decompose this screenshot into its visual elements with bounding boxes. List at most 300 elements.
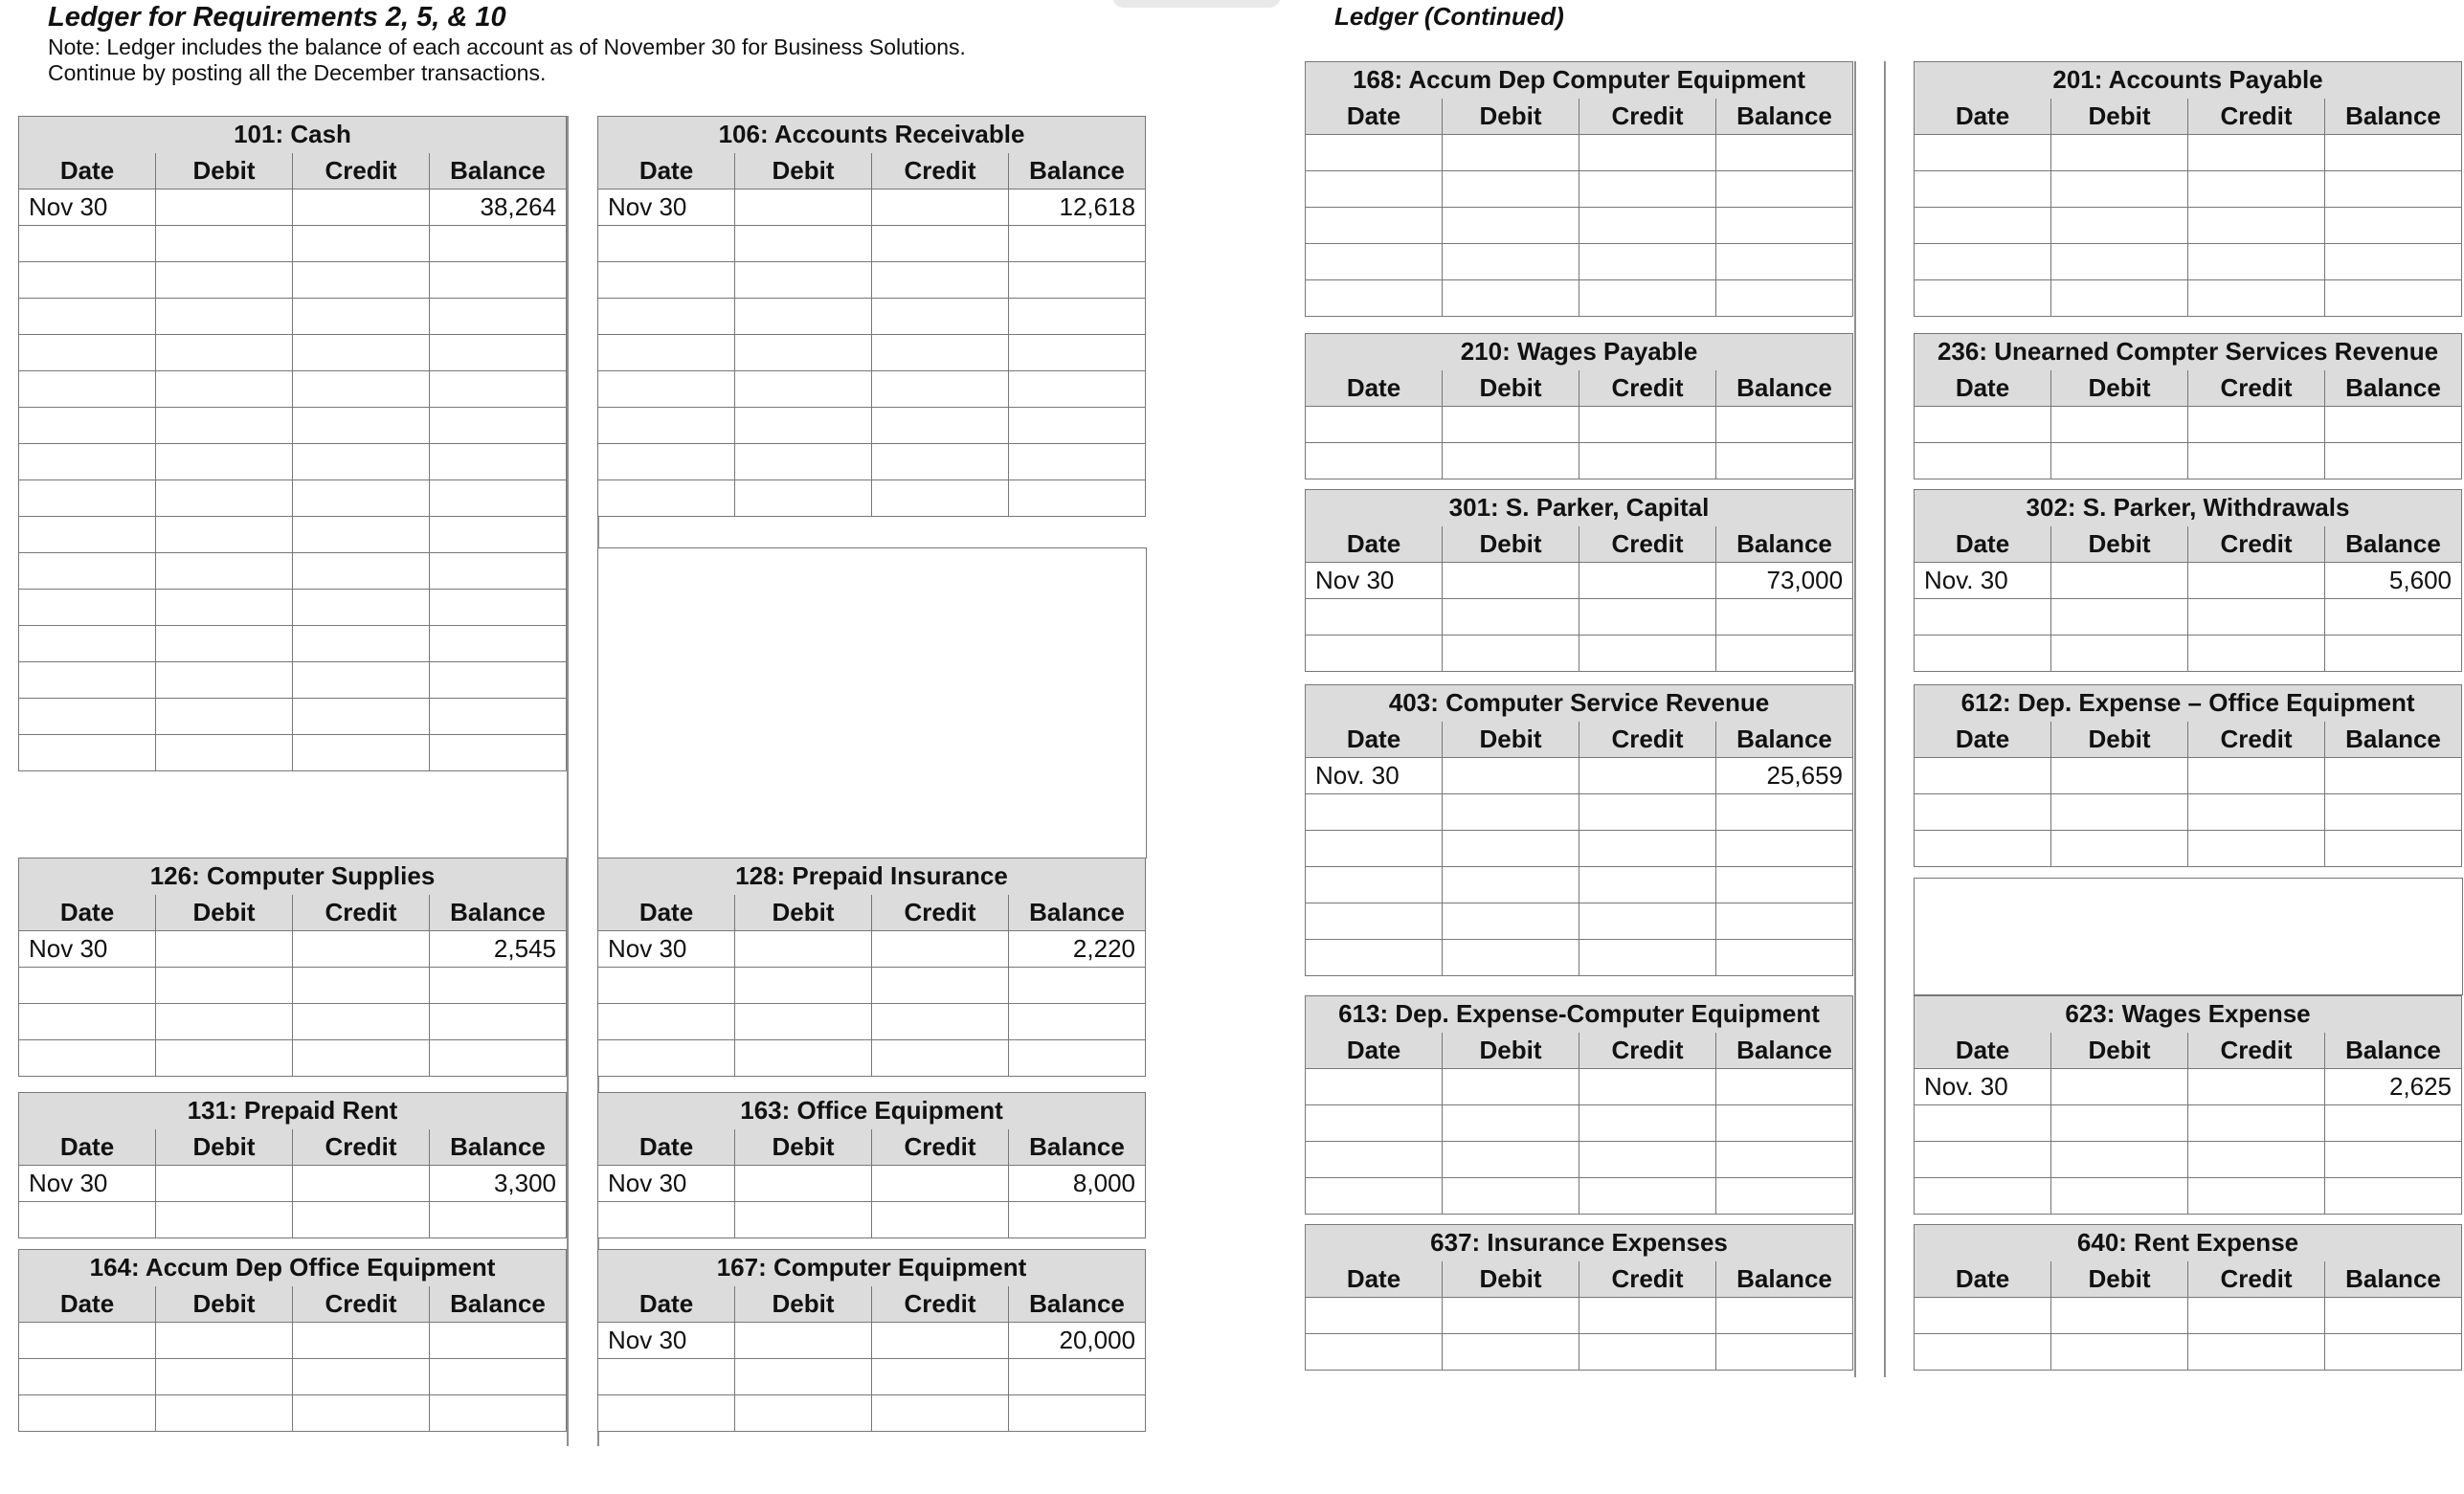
cell-credit[interactable]: [872, 371, 1009, 408]
cell-balance[interactable]: [1716, 443, 1853, 479]
cell-credit[interactable]: [2188, 407, 2325, 443]
cell-credit[interactable]: [1579, 1334, 1716, 1371]
cell-date[interactable]: [1915, 280, 2051, 317]
cell-credit[interactable]: [293, 190, 430, 226]
cell-balance[interactable]: [1009, 371, 1146, 408]
cell-balance[interactable]: [1716, 940, 1853, 976]
cell-debit[interactable]: [1443, 940, 1579, 976]
cell-debit[interactable]: [1443, 599, 1579, 636]
cell-debit[interactable]: [1443, 903, 1579, 940]
cell-date[interactable]: Nov 30: [598, 1323, 735, 1359]
cell-balance[interactable]: [430, 553, 567, 590]
cell-balance[interactable]: [430, 735, 567, 771]
cell-date[interactable]: [19, 371, 156, 408]
cell-credit[interactable]: [872, 262, 1009, 299]
cell-debit[interactable]: [1443, 831, 1579, 867]
cell-balance[interactable]: [1009, 299, 1146, 335]
cell-credit[interactable]: [1579, 1178, 1716, 1215]
cell-balance[interactable]: [1716, 867, 1853, 903]
cell-debit[interactable]: [735, 1202, 872, 1238]
cell-debit[interactable]: [2051, 208, 2188, 244]
cell-debit[interactable]: [2051, 831, 2188, 867]
cell-balance[interactable]: 12,618: [1009, 190, 1146, 226]
cell-date[interactable]: [19, 968, 156, 1004]
cell-balance[interactable]: [430, 226, 567, 262]
cell-date[interactable]: Nov 30: [598, 190, 735, 226]
cell-debit[interactable]: [735, 1359, 872, 1395]
cell-credit[interactable]: [293, 517, 430, 553]
cell-debit[interactable]: [735, 480, 872, 517]
cell-credit[interactable]: [293, 1202, 430, 1238]
cell-debit[interactable]: [735, 968, 872, 1004]
cell-debit[interactable]: [156, 480, 293, 517]
cell-date[interactable]: Nov 30: [19, 931, 156, 968]
cell-balance[interactable]: [430, 1395, 567, 1432]
cell-debit[interactable]: [735, 1166, 872, 1202]
cell-date[interactable]: [1306, 1142, 1443, 1178]
cell-debit[interactable]: [2051, 244, 2188, 280]
cell-balance[interactable]: [430, 662, 567, 699]
cell-credit[interactable]: [1579, 599, 1716, 636]
cell-credit[interactable]: [293, 1359, 430, 1395]
cell-date[interactable]: [19, 662, 156, 699]
cell-date[interactable]: [598, 226, 735, 262]
cell-credit[interactable]: [2188, 1069, 2325, 1105]
cell-debit[interactable]: [156, 1004, 293, 1040]
cell-credit[interactable]: [2188, 794, 2325, 831]
cell-credit[interactable]: [1579, 1069, 1716, 1105]
cell-debit[interactable]: [156, 1323, 293, 1359]
cell-debit[interactable]: [735, 371, 872, 408]
cell-debit[interactable]: [2051, 1178, 2188, 1215]
cell-date[interactable]: [1915, 831, 2051, 867]
cell-credit[interactable]: [293, 931, 430, 968]
cell-credit[interactable]: [1579, 1142, 1716, 1178]
cell-debit[interactable]: [2051, 1298, 2188, 1334]
cell-date[interactable]: [19, 335, 156, 371]
cell-balance[interactable]: [1716, 636, 1853, 672]
cell-date[interactable]: [598, 408, 735, 444]
cell-credit[interactable]: [293, 553, 430, 590]
cell-debit[interactable]: [156, 626, 293, 662]
cell-date[interactable]: [1306, 940, 1443, 976]
cell-debit[interactable]: [156, 553, 293, 590]
cell-date[interactable]: [598, 1359, 735, 1395]
cell-date[interactable]: [19, 226, 156, 262]
cell-date[interactable]: [1306, 1178, 1443, 1215]
cell-balance[interactable]: [430, 1323, 567, 1359]
cell-credit[interactable]: [1579, 407, 1716, 443]
cell-date[interactable]: [1306, 903, 1443, 940]
cell-date[interactable]: [1915, 794, 2051, 831]
cell-credit[interactable]: [2188, 563, 2325, 599]
cell-date[interactable]: [1915, 135, 2051, 171]
cell-balance[interactable]: [1009, 1202, 1146, 1238]
cell-credit[interactable]: [1579, 636, 1716, 672]
cell-debit[interactable]: [1443, 1105, 1579, 1142]
cell-date[interactable]: [1915, 171, 2051, 208]
cell-debit[interactable]: [1443, 636, 1579, 672]
cell-balance[interactable]: [2325, 171, 2462, 208]
cell-credit[interactable]: [872, 1323, 1009, 1359]
cell-debit[interactable]: [1443, 135, 1579, 171]
cell-debit[interactable]: [156, 1359, 293, 1395]
cell-date[interactable]: [598, 299, 735, 335]
cell-balance[interactable]: [1009, 408, 1146, 444]
cell-balance[interactable]: [1716, 1142, 1853, 1178]
cell-credit[interactable]: [293, 299, 430, 335]
cell-balance[interactable]: [1716, 171, 1853, 208]
cell-debit[interactable]: [156, 444, 293, 480]
cell-debit[interactable]: [2051, 758, 2188, 794]
cell-credit[interactable]: [1579, 867, 1716, 903]
cell-balance[interactable]: [2325, 1334, 2462, 1371]
cell-balance[interactable]: [430, 299, 567, 335]
cell-date[interactable]: [598, 444, 735, 480]
cell-credit[interactable]: [1579, 443, 1716, 479]
cell-date[interactable]: [598, 1202, 735, 1238]
cell-debit[interactable]: [1443, 208, 1579, 244]
cell-credit[interactable]: [872, 1395, 1009, 1432]
cell-debit[interactable]: [1443, 758, 1579, 794]
cell-date[interactable]: [19, 699, 156, 735]
cell-credit[interactable]: [293, 480, 430, 517]
cell-date[interactable]: [1306, 1334, 1443, 1371]
cell-date[interactable]: [1306, 1298, 1443, 1334]
cell-debit[interactable]: [735, 444, 872, 480]
cell-credit[interactable]: [872, 968, 1009, 1004]
cell-date[interactable]: Nov 30: [598, 931, 735, 968]
cell-debit[interactable]: [735, 262, 872, 299]
cell-debit[interactable]: [2051, 1069, 2188, 1105]
cell-debit[interactable]: [156, 335, 293, 371]
cell-balance[interactable]: [430, 1004, 567, 1040]
cell-debit[interactable]: [1443, 407, 1579, 443]
cell-balance[interactable]: [1716, 599, 1853, 636]
cell-balance[interactable]: [1009, 480, 1146, 517]
cell-credit[interactable]: [293, 590, 430, 626]
cell-balance[interactable]: 2,625: [2325, 1069, 2462, 1105]
cell-debit[interactable]: [2051, 599, 2188, 636]
cell-date[interactable]: [19, 1040, 156, 1077]
cell-debit[interactable]: [735, 408, 872, 444]
cell-date[interactable]: Nov 30: [1306, 563, 1443, 599]
cell-debit[interactable]: [156, 1395, 293, 1432]
cell-balance[interactable]: [430, 444, 567, 480]
cell-credit[interactable]: [2188, 758, 2325, 794]
cell-date[interactable]: [1915, 244, 2051, 280]
cell-debit[interactable]: [735, 226, 872, 262]
cell-date[interactable]: [1306, 794, 1443, 831]
cell-credit[interactable]: [1579, 758, 1716, 794]
cell-debit[interactable]: [2051, 443, 2188, 479]
cell-debit[interactable]: [735, 931, 872, 968]
cell-credit[interactable]: [1579, 135, 1716, 171]
cell-date[interactable]: [1915, 1298, 2051, 1334]
cell-credit[interactable]: [872, 444, 1009, 480]
cell-balance[interactable]: [1009, 226, 1146, 262]
cell-date[interactable]: [598, 1040, 735, 1077]
cell-credit[interactable]: [1579, 1298, 1716, 1334]
cell-balance[interactable]: [1716, 1105, 1853, 1142]
cell-balance[interactable]: [1716, 1178, 1853, 1215]
cell-debit[interactable]: [156, 517, 293, 553]
cell-balance[interactable]: [2325, 831, 2462, 867]
cell-debit[interactable]: [735, 190, 872, 226]
cell-date[interactable]: [598, 1395, 735, 1432]
cell-credit[interactable]: [872, 335, 1009, 371]
cell-debit[interactable]: [1443, 1142, 1579, 1178]
cell-balance[interactable]: [2325, 208, 2462, 244]
cell-balance[interactable]: [2325, 135, 2462, 171]
cell-date[interactable]: [1306, 280, 1443, 317]
cell-balance[interactable]: [2325, 443, 2462, 479]
cell-balance[interactable]: [430, 1359, 567, 1395]
cell-debit[interactable]: [2051, 171, 2188, 208]
cell-date[interactable]: [1915, 599, 2051, 636]
cell-credit[interactable]: [293, 1395, 430, 1432]
cell-credit[interactable]: [293, 335, 430, 371]
cell-date[interactable]: [1306, 244, 1443, 280]
cell-balance[interactable]: [1716, 244, 1853, 280]
cell-credit[interactable]: [2188, 1334, 2325, 1371]
cell-debit[interactable]: [156, 735, 293, 771]
cell-balance[interactable]: [2325, 758, 2462, 794]
cell-balance[interactable]: [2325, 244, 2462, 280]
cell-date[interactable]: [598, 968, 735, 1004]
cell-debit[interactable]: [2051, 280, 2188, 317]
cell-date[interactable]: [1915, 1334, 2051, 1371]
cell-date[interactable]: [1915, 1105, 2051, 1142]
cell-debit[interactable]: [156, 371, 293, 408]
cell-balance[interactable]: [1009, 968, 1146, 1004]
cell-balance[interactable]: [1716, 831, 1853, 867]
cell-credit[interactable]: [2188, 443, 2325, 479]
cell-credit[interactable]: [872, 408, 1009, 444]
cell-date[interactable]: [1915, 1142, 2051, 1178]
cell-credit[interactable]: [2188, 1142, 2325, 1178]
cell-balance[interactable]: 2,545: [430, 931, 567, 968]
cell-date[interactable]: [19, 480, 156, 517]
cell-balance[interactable]: [1716, 208, 1853, 244]
cell-date[interactable]: [19, 590, 156, 626]
cell-credit[interactable]: [1579, 903, 1716, 940]
cell-balance[interactable]: [1009, 1395, 1146, 1432]
cell-balance[interactable]: 73,000: [1716, 563, 1853, 599]
cell-debit[interactable]: [1443, 443, 1579, 479]
cell-date[interactable]: [19, 553, 156, 590]
cell-credit[interactable]: [2188, 831, 2325, 867]
cell-debit[interactable]: [156, 699, 293, 735]
cell-date[interactable]: [1306, 1069, 1443, 1105]
cell-debit[interactable]: [156, 662, 293, 699]
cell-credit[interactable]: [293, 626, 430, 662]
cell-debit[interactable]: [1443, 563, 1579, 599]
cell-date[interactable]: [19, 1359, 156, 1395]
cell-debit[interactable]: [1443, 244, 1579, 280]
cell-credit[interactable]: [2188, 1105, 2325, 1142]
cell-balance[interactable]: [2325, 1178, 2462, 1215]
cell-date[interactable]: [19, 1323, 156, 1359]
cell-debit[interactable]: [735, 1004, 872, 1040]
cell-balance[interactable]: [2325, 407, 2462, 443]
cell-date[interactable]: [19, 262, 156, 299]
cell-debit[interactable]: [1443, 1178, 1579, 1215]
cell-credit[interactable]: [1579, 794, 1716, 831]
cell-debit[interactable]: [156, 1202, 293, 1238]
cell-balance[interactable]: [2325, 1298, 2462, 1334]
cell-credit[interactable]: [2188, 135, 2325, 171]
cell-credit[interactable]: [2188, 636, 2325, 672]
cell-balance[interactable]: [2325, 1105, 2462, 1142]
cell-date[interactable]: [1306, 407, 1443, 443]
cell-balance[interactable]: [430, 699, 567, 735]
cell-credit[interactable]: [2188, 208, 2325, 244]
cell-balance[interactable]: [2325, 794, 2462, 831]
cell-debit[interactable]: [2051, 636, 2188, 672]
cell-credit[interactable]: [293, 1004, 430, 1040]
cell-date[interactable]: [19, 735, 156, 771]
cell-debit[interactable]: [1443, 171, 1579, 208]
cell-debit[interactable]: [156, 190, 293, 226]
cell-date[interactable]: [1915, 443, 2051, 479]
cell-debit[interactable]: [1443, 1334, 1579, 1371]
cell-balance[interactable]: 2,220: [1009, 931, 1146, 968]
cell-balance[interactable]: [2325, 280, 2462, 317]
cell-date[interactable]: [1306, 171, 1443, 208]
cell-credit[interactable]: [2188, 599, 2325, 636]
cell-balance[interactable]: [1716, 794, 1853, 831]
cell-date[interactable]: [1306, 1105, 1443, 1142]
cell-credit[interactable]: [872, 1004, 1009, 1040]
cell-debit[interactable]: [156, 299, 293, 335]
cell-debit[interactable]: [1443, 1298, 1579, 1334]
cell-balance[interactable]: [430, 371, 567, 408]
cell-credit[interactable]: [872, 931, 1009, 968]
cell-date[interactable]: [1306, 208, 1443, 244]
cell-balance[interactable]: 20,000: [1009, 1323, 1146, 1359]
cell-date[interactable]: [598, 335, 735, 371]
cell-date[interactable]: [1915, 758, 2051, 794]
cell-credit[interactable]: [1579, 940, 1716, 976]
cell-credit[interactable]: [872, 299, 1009, 335]
cell-credit[interactable]: [1579, 1105, 1716, 1142]
cell-debit[interactable]: [2051, 1334, 2188, 1371]
cell-date[interactable]: Nov. 30: [1306, 758, 1443, 794]
cell-credit[interactable]: [293, 699, 430, 735]
cell-debit[interactable]: [1443, 794, 1579, 831]
cell-balance[interactable]: 5,600: [2325, 563, 2462, 599]
cell-date[interactable]: [19, 299, 156, 335]
cell-date[interactable]: Nov 30: [19, 1166, 156, 1202]
cell-date[interactable]: Nov. 30: [1915, 563, 2051, 599]
cell-balance[interactable]: [1009, 1359, 1146, 1395]
cell-credit[interactable]: [872, 1166, 1009, 1202]
cell-balance[interactable]: [1716, 1298, 1853, 1334]
cell-balance[interactable]: 38,264: [430, 190, 567, 226]
cell-balance[interactable]: [430, 968, 567, 1004]
cell-balance[interactable]: [1716, 1069, 1853, 1105]
cell-date[interactable]: [1915, 407, 2051, 443]
cell-debit[interactable]: [156, 262, 293, 299]
cell-date[interactable]: [1915, 208, 2051, 244]
cell-credit[interactable]: [1579, 831, 1716, 867]
cell-credit[interactable]: [872, 480, 1009, 517]
cell-credit[interactable]: [293, 371, 430, 408]
cell-balance[interactable]: [1716, 135, 1853, 171]
cell-debit[interactable]: [156, 968, 293, 1004]
cell-credit[interactable]: [293, 1323, 430, 1359]
cell-balance[interactable]: [2325, 1142, 2462, 1178]
cell-date[interactable]: [19, 1202, 156, 1238]
cell-credit[interactable]: [293, 1166, 430, 1202]
cell-balance[interactable]: [430, 335, 567, 371]
cell-balance[interactable]: [430, 1040, 567, 1077]
cell-credit[interactable]: [293, 408, 430, 444]
cell-date[interactable]: [598, 262, 735, 299]
cell-credit[interactable]: [1579, 280, 1716, 317]
cell-date[interactable]: Nov. 30: [1915, 1069, 2051, 1105]
cell-credit[interactable]: [293, 262, 430, 299]
cell-credit[interactable]: [1579, 208, 1716, 244]
cell-credit[interactable]: [872, 226, 1009, 262]
cell-date[interactable]: [598, 480, 735, 517]
cell-credit[interactable]: [293, 735, 430, 771]
cell-balance[interactable]: [1009, 1040, 1146, 1077]
cell-debit[interactable]: [735, 299, 872, 335]
cell-date[interactable]: [19, 444, 156, 480]
cell-date[interactable]: [1306, 443, 1443, 479]
cell-balance[interactable]: [1009, 335, 1146, 371]
cell-date[interactable]: [19, 1395, 156, 1432]
cell-date[interactable]: [1306, 831, 1443, 867]
cell-debit[interactable]: [156, 408, 293, 444]
cell-date[interactable]: [1306, 599, 1443, 636]
cell-debit[interactable]: [156, 226, 293, 262]
cell-credit[interactable]: [293, 1040, 430, 1077]
cell-credit[interactable]: [872, 1202, 1009, 1238]
cell-balance[interactable]: [1009, 444, 1146, 480]
cell-date[interactable]: [598, 1004, 735, 1040]
cell-debit[interactable]: [2051, 135, 2188, 171]
cell-debit[interactable]: [2051, 563, 2188, 599]
cell-date[interactable]: Nov 30: [19, 190, 156, 226]
cell-debit[interactable]: [735, 335, 872, 371]
cell-date[interactable]: [19, 1004, 156, 1040]
cell-balance[interactable]: [1009, 1004, 1146, 1040]
cell-date[interactable]: Nov 30: [598, 1166, 735, 1202]
cell-balance[interactable]: 25,659: [1716, 758, 1853, 794]
cell-date[interactable]: [1306, 867, 1443, 903]
cell-credit[interactable]: [1579, 171, 1716, 208]
cell-balance[interactable]: [1716, 1334, 1853, 1371]
cell-debit[interactable]: [2051, 794, 2188, 831]
cell-credit[interactable]: [2188, 1178, 2325, 1215]
cell-debit[interactable]: [156, 931, 293, 968]
cell-date[interactable]: [1915, 1178, 2051, 1215]
cell-credit[interactable]: [293, 444, 430, 480]
cell-credit[interactable]: [1579, 244, 1716, 280]
cell-debit[interactable]: [156, 1040, 293, 1077]
cell-date[interactable]: [598, 371, 735, 408]
cell-credit[interactable]: [872, 190, 1009, 226]
cell-debit[interactable]: [735, 1040, 872, 1077]
cell-balance[interactable]: [430, 590, 567, 626]
cell-date[interactable]: [1915, 636, 2051, 672]
cell-date[interactable]: [19, 626, 156, 662]
cell-credit[interactable]: [2188, 1298, 2325, 1334]
cell-date[interactable]: [1306, 636, 1443, 672]
